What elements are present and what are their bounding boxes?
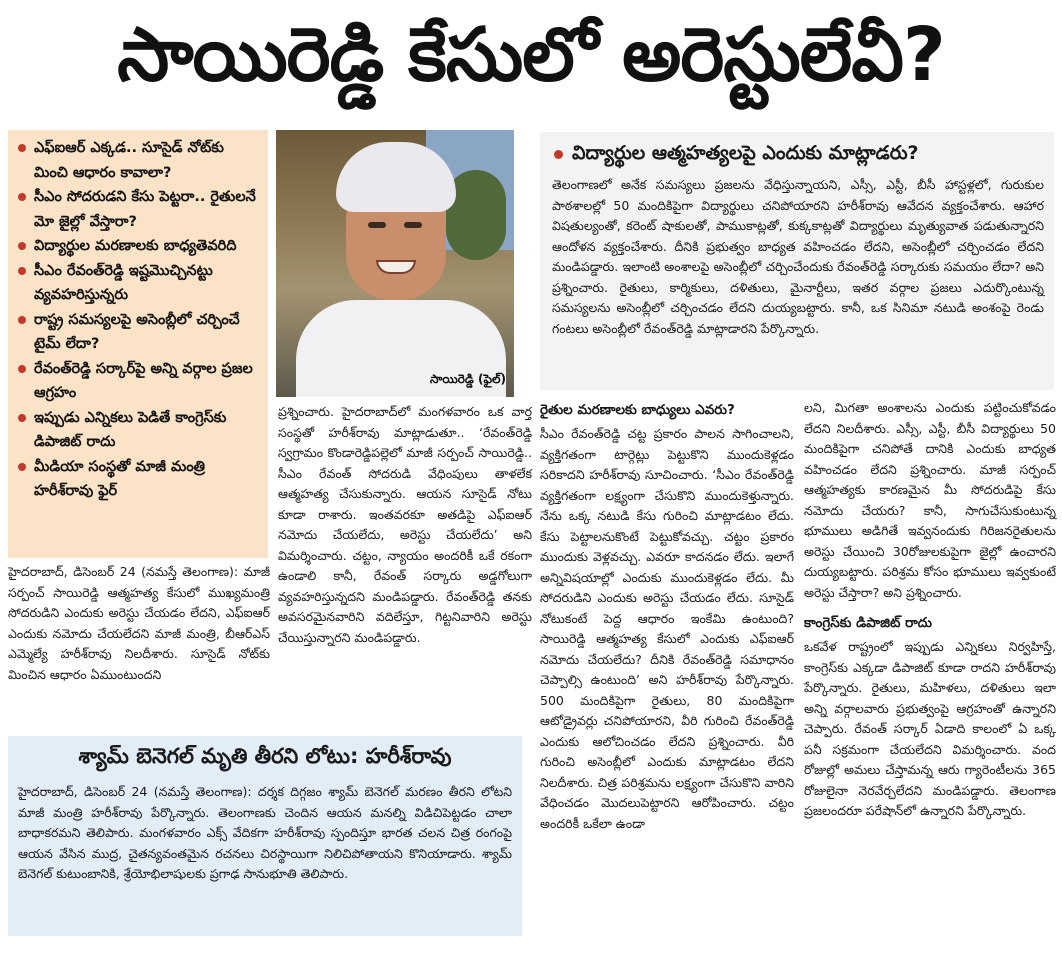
photo-caption: సాయిరెడ్డి (ఫైల్) xyxy=(430,372,506,386)
deposit-subhead: కాంగ్రెస్‌కు డిపాజిట్ రాదు xyxy=(804,615,932,631)
column-3-text: సీఎం రేవంత్‌రెడ్డి చట్ట ప్రకారం పాలన సాగించాలని, వ్యక్తిగతంగా టార్గెట్లు పెట్టుకొని ముందుకెళ్లడం సరికాదని హరీశ్‌రావు సూచించారు. ‘సీఎం రేవంత్‌రెడ్డి వ్యక్తిగతంగా లక్ష్యంగా చేసుకొని ముందుకెళ్తున్నారు. నేను ఒక్క నటుడి కేసు గురించి మాట్లాడటం లేదు. కేసు పెట్టాలనుకొంటే పెట్టుకోవచ్చు. చట్టం ప్రకారం ముందుకు వెళ్లవచ్చు. ఎవరూ కాదనడం లేదు. ఇలాగే అన్నివిషయాల్లో ఎందుకు ముందుకెళ్లడం లేదు. మీ సోదరుడిని ఎందుకు అరెస్టు చేయడం లేదు. సూసైడ్ నోటుకంటే పెద్ద ఆధారం ఇంకేమి ఉంటుంది? సాయిరెడ్డి ఆత్మహత్య కేసులో ఎందుకు ఎఫ్ఐఆర్ నమోదు చేయలేదు? దీనికి రేవంత్‌రెడ్డి సమాధానం చెప్పాల్సి ఉంటుంది’ అని హరీశ్‌రావు పేర్కొన్నారు. 500 మందికిపైగా రైతులు, 80 మందికిపైగా ఆటోడ్రైవర్లు చనిపోయారని, వీరి గురించి రేవంత్‌రెడ్డి ఎందుకు ఆలోచించడం లేదని ప్రశ్నించారు. వీరి గురించి అసెంబ్లీలో ఎందుకు మాట్లాడటం లేదని నిలదీశారు. చిత్ర పరిశ్రమను లక్ష్యంగా చేసుకొని వారిని వేధించడం మొదలుపెట్టారని ఆరోపించారు. చట్టం అందరికీ ఒకేలా ఉండా xyxy=(540,426,794,831)
page-headline: సాయిరెడ్డి కేసులో అరెస్టులేవీ? xyxy=(117,12,945,98)
students-box-title: విద్యార్థుల ఆత్మహత్యలపై ఎందుకు మాట్లాడరు? xyxy=(552,142,1044,169)
students-box-text: తెలంగాణలో అనేక సమస్యలు ప్రజలను వేధిస్తున్నాయని, ఎస్సీ, ఎస్టీ, బీసీ హాస్టళ్లలో, గురుకుల పాఠశాలల్లో 50 మందికిపైగా విద్యార్థులు చనిపోయారని హరీశ్‌రావు ఆవేదన వ్యక్తంచేశారు. ఆహార విషతుల్యంతో, కరెంట్ షాకులతో, పాముకాట్లతో, కుక్కకాట్లతో విద్యార్థులు మృత్యువాత పడుతున్నారని ఆందోళన వ్యక్తంచేశారు. దీనికి ప్రభుత్వం బాధ్యత వహించడం లేదని, అసెంబ్లీలో చర్చించడం లేదని మండిపడ్డారు. ఇలాంటి అంశాలపై అసెంబ్లీలో చర్చించేందుకు రేవంత్‌రెడ్డి సర్కారుకు సమయం లేదా? అని ప్రశ్నించారు. రైతులు, కార్మికులు, దళితులు, మైనార్టీలు, ఇతర వర్గాల ప్రజలు ఎదుర్కొంటున్న సమస్యలను అసెంబ్లీలో చర్చించడం లేదని దుయ్యబట్టారు. కానీ, ఒక సినిమా నటుడి అంశంపై రెండు గంటలు అసెంబ్లీలో రేవంత్‌రెడ్డి మాట్లాడారని పేర్కొన్నారు. xyxy=(552,177,1044,336)
farmers-subhead: రైతుల మరణాలకు బాధ్యులు ఎవరు? xyxy=(540,402,735,418)
highlights-list xyxy=(18,136,260,504)
shyam-box-text: హైదరాబాద్, డిసెంబర్ 24 (నమస్తే తెలంగాణ): దర్శక దిగ్గజం శ్యామ్ బెనెగల్ మరణం తీరని లోటని మాజీ మంత్రి హరీశ్‌రావు పేర్కొన్నారు. తెలంగాణకు చెందిన ఆయన మనల్ని విడిచిపెట్టడం చాలా బాధాకరమని తెలిపారు. మంగళవారం ఎక్స్ వేదికగా హరీశ్‌రావు స్పందిస్తూ భారత చలన చిత్ర రంగంపై ఆయన వేసిన ముద్ర, చైతన్యవంతమైన రచనలు చిరస్థాయిగా నిలిచిపోతాయని కొనియాడారు. శ్యామ్ బెనెగల్ కుటుంబానికి, శ్రేయోభిలాషులకు ప్రగాఢ సానుభూతి తెలిపారు. xyxy=(18,784,512,881)
highlight-item: ఎఫ్ఐఆర్ ఎక్కడ.. సూసైడ్ నోట్‌కు మించి ఆధారం కావాలా? xyxy=(18,136,260,185)
article-body-mid: ప్రశ్నించారు. హైదరాబాద్‌లో మంగళవారం ఒక వార్త సంస్థతో హరీశ్‌రావు మాట్లాడుతూ.. ‘రేవంత్‌రెడ్డి స్వగ్రామం కొండారెడ్డిపల్లెలో మాజీ సర్పంచ్ సాయిరెడ్డి.. సీఎం రేవంత్ సోదరుడి వేధింపులు తాళలేక ఆత్మహత్య చేసుకున్నారు. ఆయన సూసైడ్ నోటు కూడా రాశారు. ఇంతవరకూ అతడిపై ఎఫ్ఐఆర్ నమోదు చేయలేదు, అరెస్టు చేయలేదు’ అని విమర్శించారు. చట్టం, న్యాయం అందరికీ ఒకే రకంగా ఉండాలి కానీ, రేవంత్ సర్కారు అడ్డగోలుగా వ్యవహరిస్తున్నదని మండిపడ్డారు. రేవంత్‌రెడ్డి తనకు అవసరమైనవారిని వదిలేస్తూ, గిట్టనివారిని అరెస్టు చేయిస్తున్నారని మండిపడ్డారు. xyxy=(278,404,532,645)
column-4-text-2: ఒకవేళ రాష్ట్రంలో ఇప్పుడు ఎన్నికలు నిర్వహిస్తే, కాంగ్రెస్‌కు ఎక్కడా డిపాజిట్ కూడా రాదని హరీశ్‌రావు పేర్కొన్నారు. రైతులు, మహిళలు, దళితులు ఇలా అన్ని వర్గాలవారు ప్రభుత్వంపై ఆగ్రహంతో ఉన్నారని చెప్పారు. రేవంత్ సర్కార్ ఏడాది కాలంలో ఏ ఒక్క పనీ సక్రమంగా చేయలేదని విమర్శించారు. వంద రోజుల్లో అమలు చేస్తామన్న ఆరు గ్యారెంటీలను 365 రోజులైనా నెరవేర్చలేదని మండిపడ్డారు. తెలంగాణ ప్రజలందరూ పరేషాన్‌లో ఉన్నారని పేర్కొన్నారు. xyxy=(804,639,1056,818)
students-box xyxy=(540,132,1054,390)
highlight-item: విద్యార్థుల మరణాలకు బాధ్యతెవరిది xyxy=(18,234,260,259)
column-4-text-1: లని, మిగతా అంశాలను ఎందుకు పట్టించుకోవడం లేదని నిలదీశారు. ఎస్సీ, ఎస్టీ, బీసీ విద్యార్థులు 50 మందికిపైగా చనిపోతే దానికి ఎందుకు బాధ్యత వహించడం లేదని ప్రశ్నించారు. మాజీ సర్పంచ్ ఆత్మహత్యకు కారణమైన మీ సోదరుడిపై కేసు నమోదు చేయరు? కానీ, సాగుచేసుకుంటున్న భూములు అడిగితే ఇవ్వనందుకు గిరిజనరైతులను అరెస్టు చేయించి 30రోజులకుపైగా జైల్లో ఉంచారని దుయ్యబట్టారు. పరిశ్రమ కోసం భూములు ఇవ్వకుంటే అరెస్టు చేస్తారా? అని ప్రశ్నించారు. xyxy=(804,400,1056,600)
photo-eye xyxy=(404,222,422,228)
article-column-4 xyxy=(804,398,1056,946)
article-column-3 xyxy=(540,398,794,946)
highlight-item: మీడియా సంస్థతో మాజీ మంత్రి హరీశ్‌రావు ఫైర్ xyxy=(18,455,260,504)
highlight-item: సీఎం సోదరుడని కేసు పెట్టరా.. రైతులనే మో జైల్లో వేస్తారా? xyxy=(18,185,260,234)
highlights-sidebar xyxy=(8,130,268,558)
highlight-item: రాష్ట్ర సమస్యలపై అసెంబ్లీలో చర్చించే టైమ్ లేదా? xyxy=(18,308,260,357)
portrait-photo xyxy=(276,130,514,397)
photo-eye xyxy=(368,222,386,228)
article-body-lead: హైదరాబాద్, డిసెంబర్ 24 (నమస్తే తెలంగాణ): మాజీ సర్పంచ్ సాయిరెడ్డి ఆత్మహత్య కేసులో ముఖ్యమంత్రి సోదరుడిని ఎందుకు అరెస్టు చేయడం లేదని, ఎఫ్ఐఆర్ ఎందుకు నమోదు చేయలేదని మాజీ మంత్రి, బీఆర్ఎస్ ఎమ్మెల్యే హరీశ్‌రావు నిలదీశారు. సూసైడ్ నోట్‌కు మించిన ఆధారం ఏముంటుందని xyxy=(8,564,270,682)
shyam-box-title: శ్యామ్ బెనెగల్ మృతి తీరని లోటు: హరీశ్‌రావు xyxy=(78,744,452,768)
highlight-item: ఇప్పుడు ఎన్నికలు పెడితే కాంగ్రెస్‌కు డిపాజిట్ రాదు xyxy=(18,406,260,455)
highlight-item: సీఎం రేవంత్‌రెడ్డి ఇష్టమొచ్చినట్టు వ్యవహరిస్తున్నరు xyxy=(18,259,260,308)
highlight-item: రేవంత్‌రెడ్డి సర్కార్‌పై అన్ని వర్గాల ప్రజల ఆగ్రహం xyxy=(18,357,260,406)
shyam-benegal-box xyxy=(8,736,522,936)
